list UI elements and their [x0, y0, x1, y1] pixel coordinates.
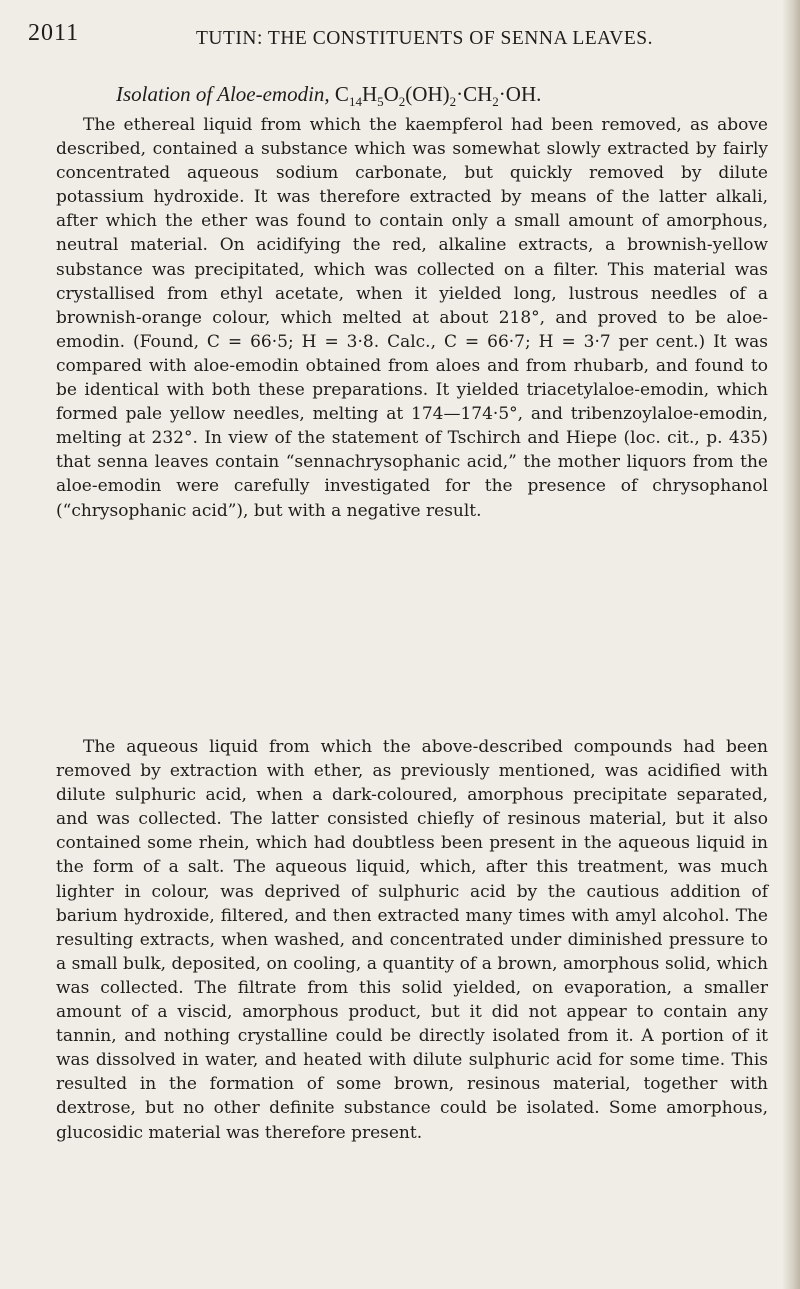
section-title-formula: $C_{14}H_5O_2(OH)_2\cdot CH_2\cdot OH$. — [334, 82, 542, 110]
paragraph-aqueous-liquid: The aqueous liquid from which the above-described compounds had been removed by extraction with ether, as previously mentioned, was acidified with dilute sulphuric acid, when a dark-coloured, amorphous precipitate separated, and was collected. The latter consisted chiefly of resinous material, but it also contained some rhein, which had doubtless been present in the aqueous liquid in the form of a salt. The aqueous liquid, which, after this treatment, was much lighter in colour, was deprived of sulphuric acid by the cautious addition of barium hydroxide, filtered, and then extracted many times with amyl alcohol. The resulting extracts, when washed, and concentrated under diminished pressure to a small bulk, deposited, on cooling, a quantity of a brown, amorphous solid, which was collected. The filtrate from this solid yielded, on evaporation, a smaller amount of a viscid, amorphous product, but it did not appear to contain any tannin, and nothing crystalline could be directly isolated from it. A portion of it was dissolved in water, and heated with dilute sulphuric acid for some time. This resulted in the formation of some brown, resinous material, together with dextrose, but no other definite substance could be isolated. Some amorphous, glucosidic material was therefore present. — [56, 737, 768, 1143]
page-number: 2011 — [28, 20, 80, 46]
running-header — [28, 20, 768, 60]
running-head-title: TUTIN: THE CONSTITUENTS OF SENNA LEAVES. — [196, 28, 653, 49]
page-edge-shadow — [782, 0, 800, 1289]
section-title-text: Isolation of Aloe-emodin, — [116, 82, 330, 106]
paragraph-aloe-emodin-isolation: The ethereal liquid from which the kaempferol had been removed, as above described, contained a substance which was somewhat slowly extracted by fairly concentrated aqueous sodium carbonate, but quickly removed by dilute potassium hydroxide. It was therefore extracted by means of the latter alkali, after which the ether was found to contain only a small amount of amorphous, neutral material. On acidifying the red, alkaline extracts, a brownish-yellow substance was precipitated, which was collected on a filter. This material was crystallised from ethyl acetate, when it yielded long, lustrous needles of a brownish-orange colour, which melted at about 218°, and proved to be aloe-emodin. (Found, C = 66·5; H = 3·8. Calc., C = 66·7; H = 3·7 per cent.) It was compared with aloe-emodin obtained from aloes and from rhubarb, and found to be identical with both these preparations. It yielded triacetylaloe-emodin, which formed pale yellow needles, melting at 174—174·5°, and tribenzoylaloe-emodin, melting at 232°. In view of the statement of Tschirch and Hiepe (loc. cit., p. 435) that senna leaves contain “sennachrysophanic acid,” the mother liquors from the aloe-emodin were carefully investigated for the presence of chrysophanol (“chrysophanic acid”), but with a negative result. — [56, 115, 768, 521]
section-title — [116, 82, 541, 110]
